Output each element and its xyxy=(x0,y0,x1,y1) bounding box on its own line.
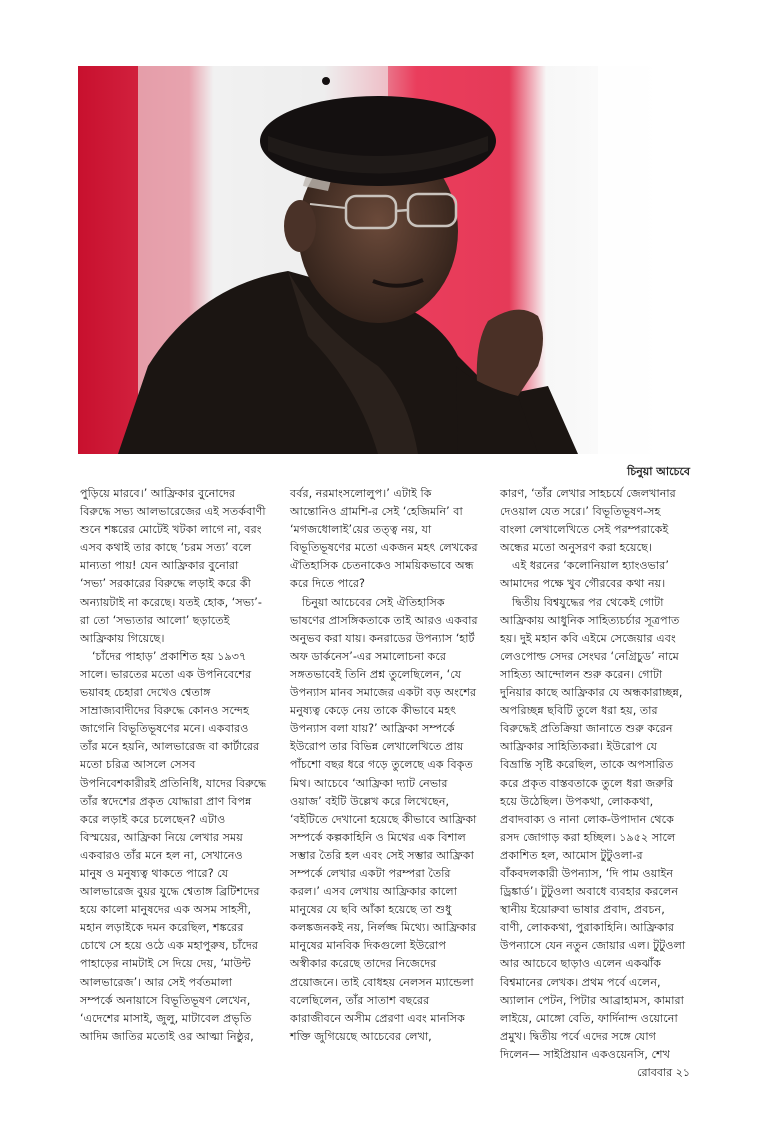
page-folio: রোববার ২১ xyxy=(637,1066,690,1079)
paragraph: ‘চাঁদের পাহাড়’ প্রকাশিত হয় ১৯৩৭ সালে। ভারতের মতো এক উপনিবেশের ভয়াবহ চেহারা দেখেও শ্বেতাঙ্গ সাম্রাজ্যবাদীদের বিরুদ্ধে কোনও সন্দেহ জাগেনি বিভূতিভূষণের মনে। একবারও তাঁর মনে হয়নি, আলভারেজ বা কার্টারের মতো চরিত্র আসলে সেসব উপনিবেশকারীরই প্রতিনিধি, যাদের বিরুদ্ধে তাঁর স্বদেশের প্রকৃত যোদ্ধারা প্রাণ বিপন্ন করে লড়াই করে চলেছেন? এটাও বিস্ময়ের, আফ্রিকা নিয়ে লেখার সময় একবারও তাঁর মনে হল না, সেখানেও মানুষ ও মনুষ্যত্ব থাকতে পারে? যে আলভারেজ বুয়র যুদ্ধে শ্বেতাঙ্গ ব্রিটিশদের হয়ে কালো মানুষদের এক অসম সাহসী, মহান লড়াইকে দমন করেছিল, শঙ্করের চোখে সে হয়ে ওঠে এক মহাপুরুষ, চাঁদের পাহাড়ের নামটাই সে দিয়ে দেয়, ‘মাউন্ট আলভারেজ’। আর সেই পর্বতমালা সম্পর্কে অনায়াসে বিভূতিভূষণ লেখেন, ‘এদেশের মাসাই, জুলু, মাটাবেল প্রভৃতি আদিম জাতির মতোই ওর আত্মা নিষ্ঠুর, xyxy=(80,649,267,1043)
paragraph: চিনুয়া আচেবের সেই ঐতিহাসিক ভাষণের প্রাসঙ্গিকতাকে তাই আরও একবার অনুভব করা যায়। কনরাডের উপন্যাস ‘হার্ট অফ ডার্কনেস’-এর সমালোচনা করে সঙ্গতভাবেই তিনি প্রশ্ন তুলেছিলেন, ‘যে উপন্যাস মানব সমাজের একটা বড় অংশের মনুষ্যত্ব কেড়ে নেয় তাকে কীভাবে মহৎ উপন্যাস বলা যায়?’ আফ্রিকা সম্পর্কে ইউরোপ তার বিভিন্ন লেখালেখিতে প্রায় পাঁচশো বছর ধরে গড়ে তুলেছে এক বিকৃত মিথ। আচেবে ‘আফ্রিকা দ্যাট নেভার ওয়াজ’ বইটি উল্লেখ করে লিখেছেন, ‘বইটিতে দেখানো হয়েছে কীভাবে আফ্রিকা সম্পর্কে কল্পকাহিনি ও মিথের এক বিশাল সম্ভার তৈরি হল এবং সেই সম্ভার আফ্রিকা সম্পর্কে লেখার একটা পরম্পরা তৈরি করল।’ এসব লেখায় আফ্রিকার কালো মানুষের যে ছবি আঁকা হয়েছে তা শুধু কলঙ্কজনকই নয়, নির্লজ্জ মিথ্যে। আফ্রিকার মানুষের মানবিক দিকগুলো ইউরোপ অস্বীকার করেছে তাদের নিজেদের প্রয়োজনে। তাই বোধহয় নেলসন ম্যান্ডেলা বলেছিলেন, তাঁর সাতাশ বছরের কারাজীবনে অসীম প্রেরণা এবং মানসিক শক্তি জুগিয়েছে আচেবের লেখা, xyxy=(290,595,478,1043)
article-column-3 xyxy=(500,485,688,1064)
paragraph: কারণ, ‘তাঁর লেখার সাহচর্যে জেলখানার দেওয়াল যেত সরে।’ বিভূতিভূষণ-সহ বাংলা লেখালেখিতে সেই পরম্পরাকেই অন্ধের মতো অনুসরণ করা হয়েছে। xyxy=(500,487,676,555)
paragraph: দ্বিতীয় বিশ্বযুদ্ধের পর থেকেই গোটা আফ্রিকায় আধুনিক সাহিত্যচর্চার সূত্রপাত হয়। দুই মহান কবি এইমে সেজেয়ার এবং লেওপোল্ড সেদর সেংঘর ‘নেগ্রিচুড’ নামে সাহিত্য আন্দোলন শুরু করেন। গোটা দুনিয়ার কাছে আফ্রিকার যে অন্ধকারাচ্ছন্ন, অপরিচ্ছন্ন ছবিটি তুলে ধরা হয়, তার বিরুদ্ধেই প্রতিক্রিয়া জানাতে শুরু করেন আফ্রিকার সাহিত্যিকরা। ইউরোপ যে বিভ্রান্তি সৃষ্টি করেছিল, তাকে অপসারিত করে প্রকৃত বাস্তবতাকে তুলে ধরা জরুরি হয়ে উঠেছিল। উপকথা, লোককথা, প্রবাদবাক্য ও নানা লোক-উপাদান থেকে রসদ জোগাড় করা হচ্ছিল। ১৯৫২ সালে প্রকাশিত হল, আমোস টুটুওলা-র বাঁকবদলকারী উপন্যাস, ‘দি পাম ওয়াইন ড্রিঙ্কার্ড’। টুটুওলা অবাধে ব্যবহার করলেন স্থানীয় ইয়োরুবা ভাষার প্রবাদ, প্রবচন, বাণী, লোককথা, পুরাকাহিনি। আফ্রিকার উপন্যাসে যেন নতুন জোয়ার এল। টুটুওলা আর আচেবে ছাড়াও এলেন একঝাঁক বিশ্বমানের লেখক। প্রথম পর্বে এলেন, অ্যালান পেটন, পিটার আব্রাহামস, কামারা লাইয়ে, মোঙ্গো বেতি, ফার্দিনান্দ ওয়োনো প্রমুখ। দ্বিতীয় পর্বে এদের সঙ্গে যোগ দিলেন— সাইপ্রিয়ান একওয়েনসি, শেখ xyxy=(500,595,686,1061)
paragraph: বর্বর, নরমাংসলোলুপ।’ এটাই কি আন্তোনিও গ্রামশি-র সেই ‘হেজিমনি’ বা ‘মগজধোলাই’য়ের তত্ত্ব নয়, যা বিভূতিভূষণের মতো একজন মহৎ লেখকের ঐতিহাসিক চেতনাকেও সাময়িকভাবে অন্ধ করে দিতে পারে? xyxy=(290,487,478,591)
portrait-illustration xyxy=(78,66,694,454)
paragraph: পুড়িয়ে মারবে।’ আফ্রিকার বুনোদের বিরুদ্ধে সভ্য আলভারেজের এই সতর্কবাণী শুনে শঙ্করের মোটেই খটকা লাগে না, বরং এসব কথাই তার কাছে ‘চরম সত্য’ বলে মান্যতা পায়! যেন আফ্রিকার বুনোরা ‘সভ্য’ সরকারের বিরুদ্ধে লড়াই করে কী অন্যায়টাই না করেছে। যতই হোক, ‘সভ্য’-রা তো ‘সভ্যতার আলো’ ছড়াতেই আফ্রিকায় গিয়েছে। xyxy=(80,487,266,645)
article-column-1 xyxy=(80,485,268,1046)
article-column-2 xyxy=(290,485,478,1046)
portrait-photo xyxy=(78,66,694,454)
photo-caption: চিনুয়া আচেবে xyxy=(627,465,690,478)
paragraph: এই ধরনের ‘কলোনিয়াল হ্যাংওভার’ আমাদের পক্ষে খুব গৌরবের কথা নয়। xyxy=(500,559,669,591)
